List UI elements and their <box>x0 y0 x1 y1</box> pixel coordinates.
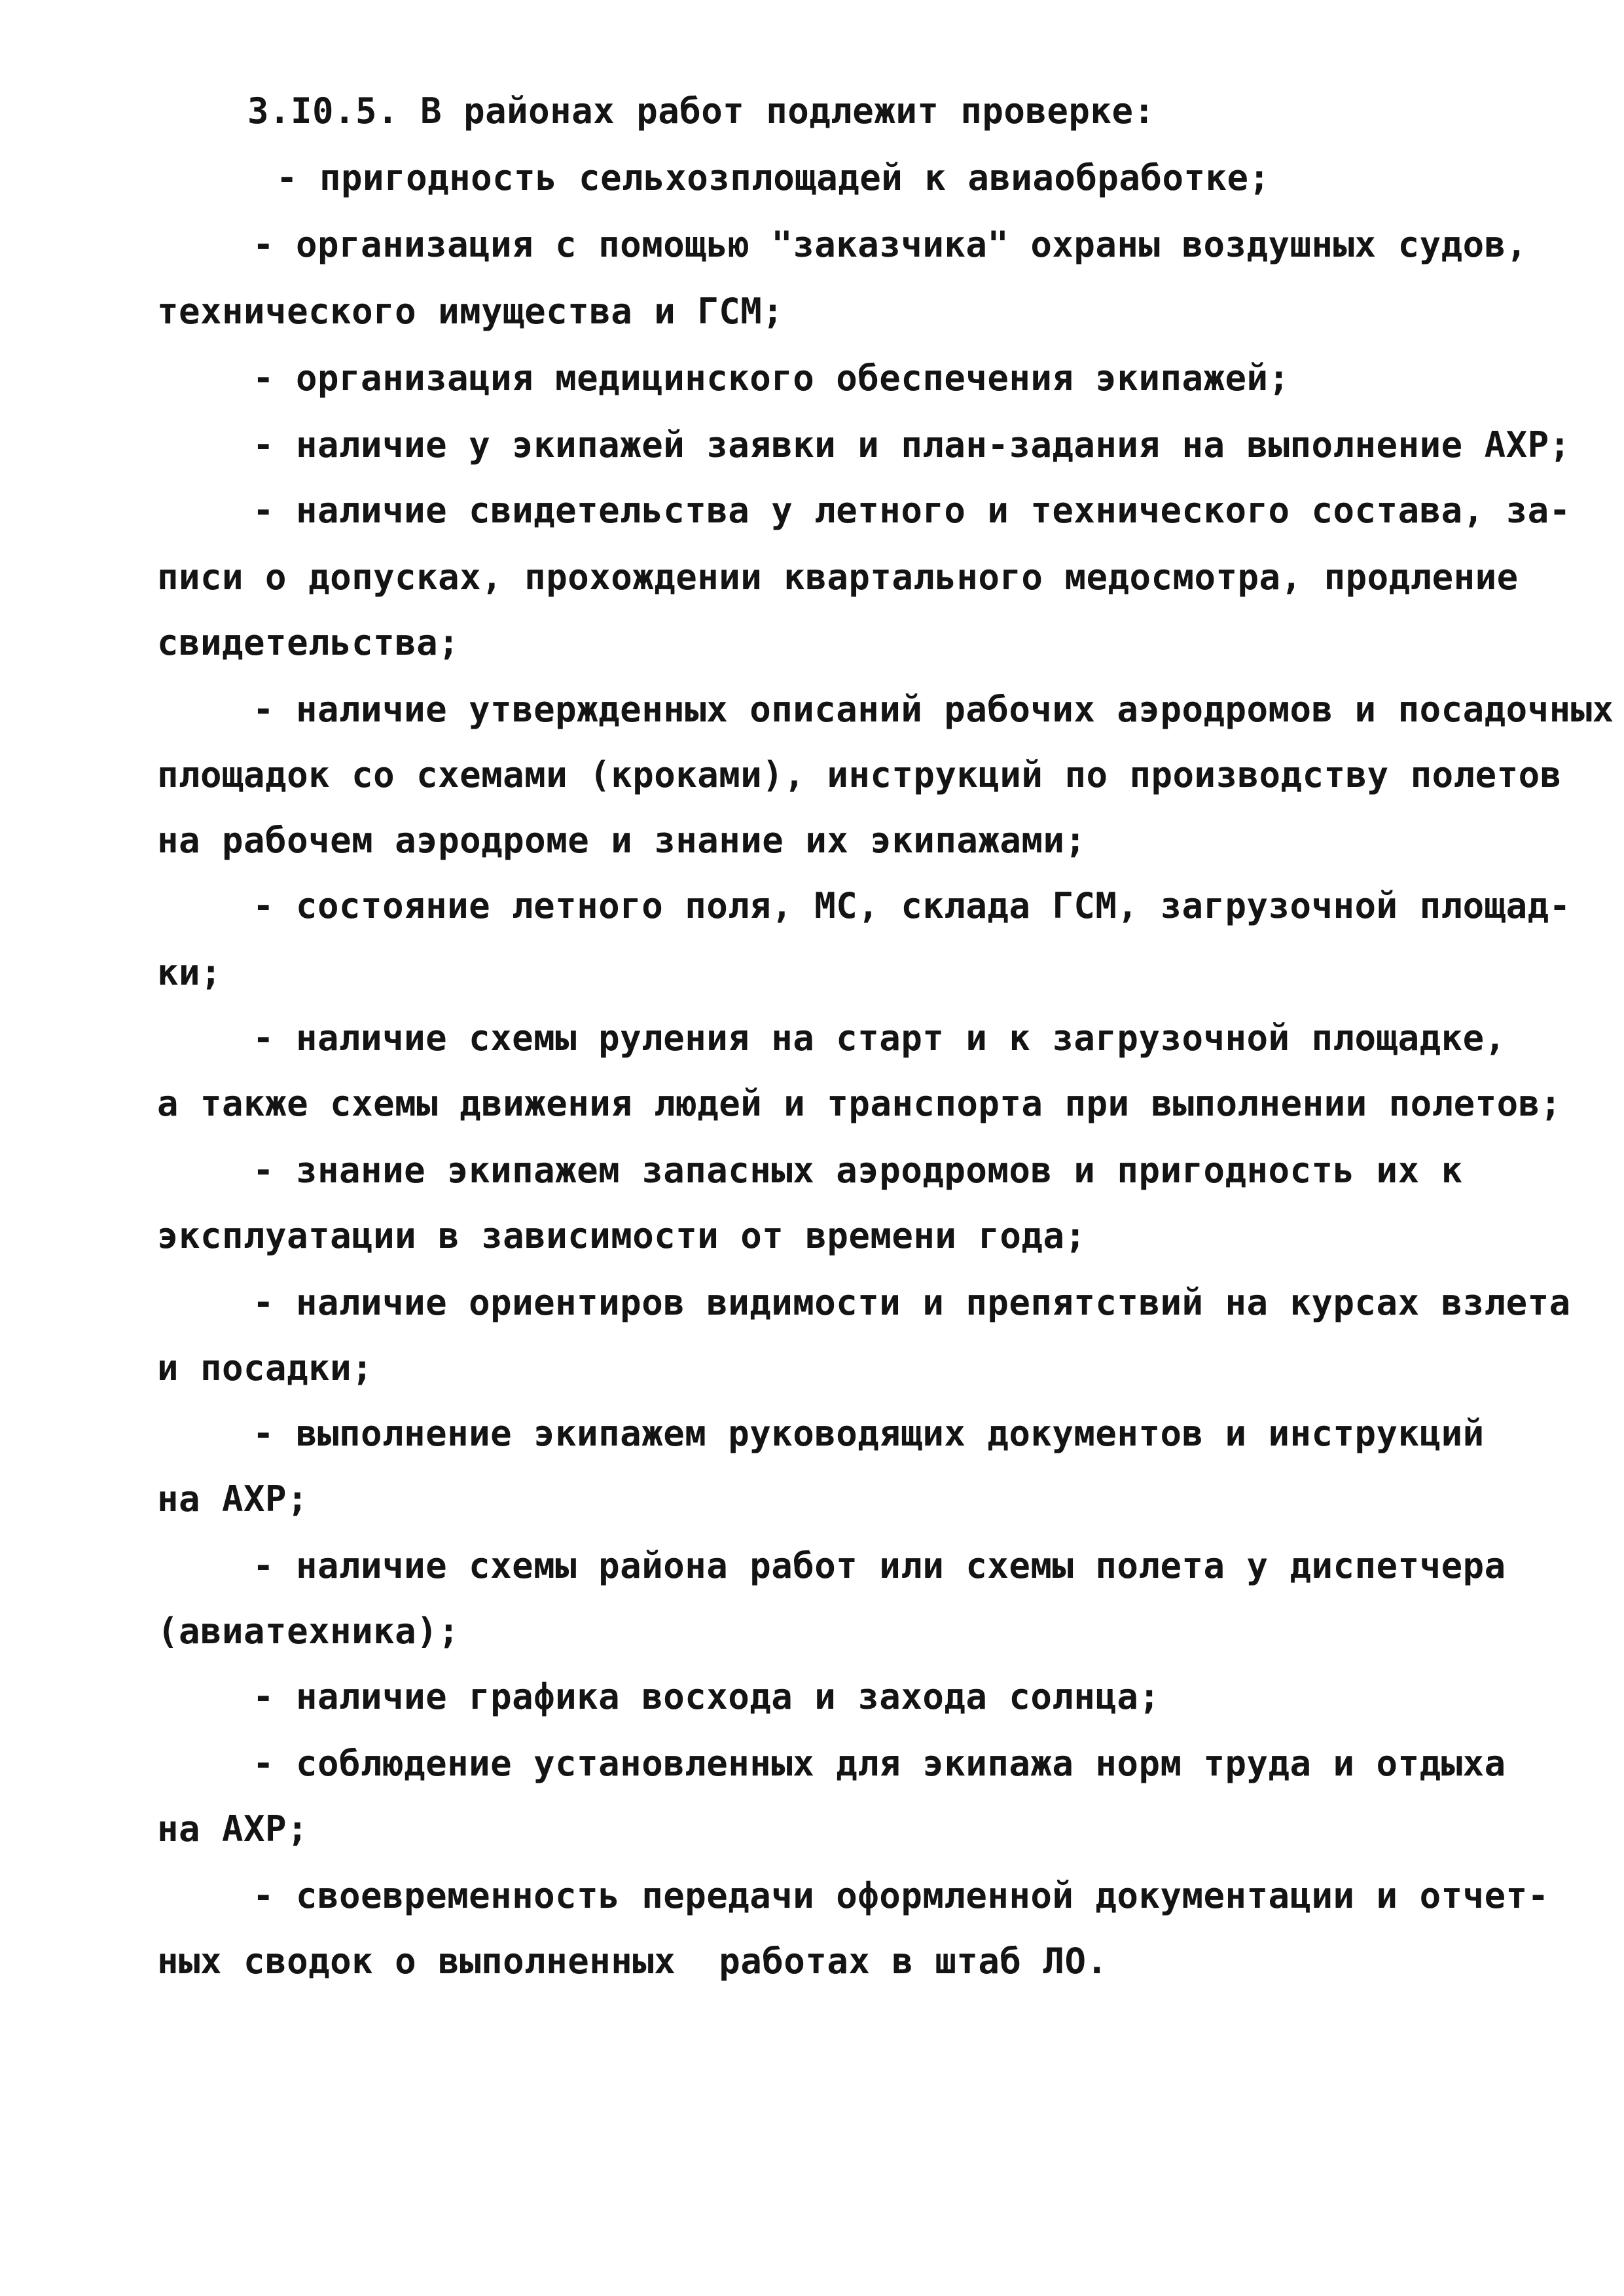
list-item-continuation: свидетельства; <box>157 622 460 663</box>
list-item: - наличие графика восхода и захода солнца; <box>253 1676 1161 1717</box>
list-item: - наличие утвержденных описаний рабочих аэродромов и посадочных <box>253 689 1614 730</box>
list-item: - наличие свидетельства у летного и технического состава, за- <box>253 490 1571 531</box>
list-item-continuation: ки; <box>157 952 223 993</box>
section-heading <box>247 92 1155 131</box>
list-item: - наличие ориентиров видимости и препятствий на курсах взлета <box>253 1282 1571 1323</box>
list-item-continuation: (авиатехника); <box>157 1611 460 1652</box>
list-item-continuation: ных сводок о выполненных работах в штаб ЛО. <box>157 1941 1108 1982</box>
list-item: - организация с помощью "заказчика" охраны воздушных судов, <box>253 224 1528 265</box>
list-item-continuation: а также схемы движения людей и транспорта при выполнении полетов; <box>157 1083 1562 1124</box>
list-item: - соблюдение установленных для экипажа норм труда и отдыха <box>253 1743 1506 1784</box>
section-title: В районах работ подлежит проверке: <box>420 90 1155 132</box>
list-item: - пригодность сельхозплощадей к авиаобработке; <box>276 157 1271 198</box>
list-item: - наличие схемы руления на старт и к загрузочной площадке, <box>253 1017 1506 1059</box>
list-item-continuation: технического имущества и ГСМ; <box>157 291 784 332</box>
list-item-continuation: на АХР; <box>157 1808 309 1850</box>
list-item: - своевременность передачи оформленной документации и отчет- <box>253 1875 1549 1916</box>
list-item: - организация медицинского обеспечения экипажей; <box>253 357 1290 399</box>
section-number: 3.I0.5. <box>247 90 399 132</box>
list-item-continuation: на АХР; <box>157 1478 309 1520</box>
list-item: - наличие схемы района работ или схемы полета у диспетчера <box>253 1545 1506 1586</box>
list-item: - знание экипажем запасных аэродромов и пригодность их к <box>253 1150 1463 1191</box>
list-item: - состояние летного поля, МС, склада ГСМ, загрузочной площад- <box>253 885 1571 926</box>
list-item: - наличие у экипажей заявки и план-задания на выполнение АХР; <box>253 424 1571 465</box>
list-item-continuation: писи о допусках, прохождении квартального медосмотра, продление <box>157 556 1519 598</box>
list-item-continuation: площадок со схемами (кроками), инструкций по производству полетов <box>157 754 1562 795</box>
list-item-continuation: на рабочем аэродроме и знание их экипажами; <box>157 820 1087 861</box>
list-item: - выполнение экипажем руководящих документов и инструкций <box>253 1413 1485 1454</box>
list-item-continuation: эксплуатации в зависимости от времени года; <box>157 1215 1087 1256</box>
list-item-continuation: и посадки; <box>157 1347 374 1389</box>
